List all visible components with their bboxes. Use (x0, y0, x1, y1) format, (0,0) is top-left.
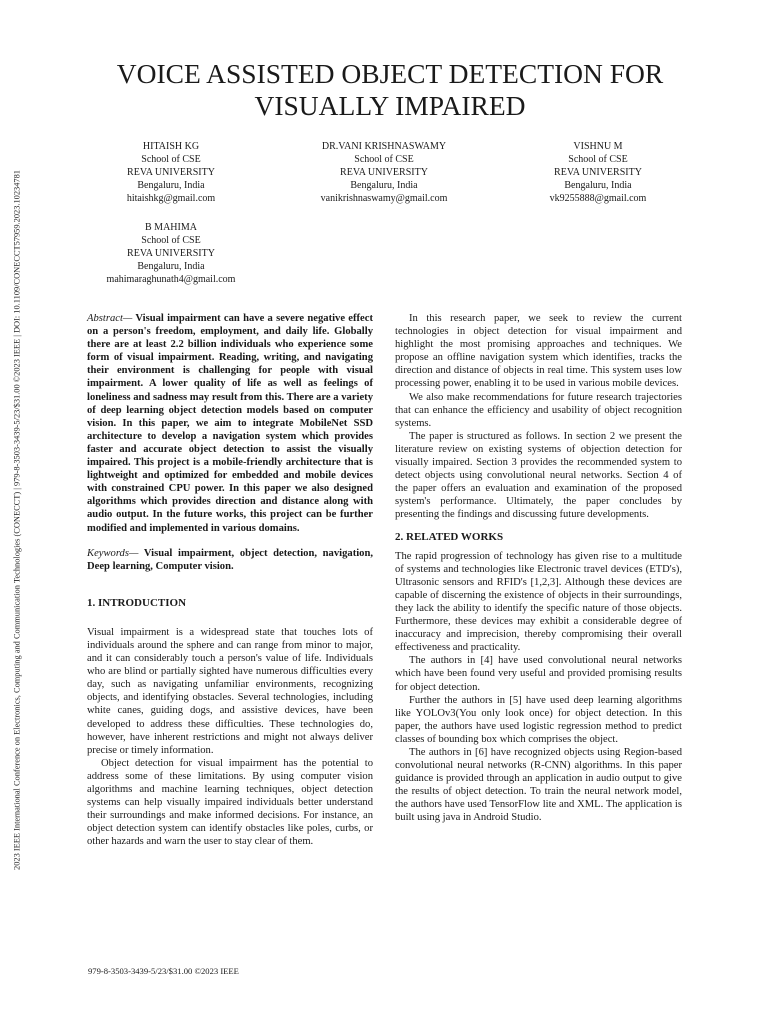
author-name: HITAISH KG (142, 141, 200, 152)
author-block-4 (71, 221, 271, 286)
keywords-text: Visual impairment, object detection, navigation, Deep learning, Computer vision. (87, 547, 373, 572)
author-dept: School of CSE (568, 154, 628, 165)
author-city: Bengaluru, India (564, 180, 632, 191)
abstract-label: Abstract— (87, 313, 133, 324)
title-line-2: VISUALLY IMPAIRED (254, 90, 526, 121)
related-works-heading: 2. RELATED WORKS (395, 530, 504, 543)
author-email: hitaishkg@gmail.com (126, 193, 216, 204)
author-city: Bengaluru, India (350, 180, 418, 191)
author-dept: School of CSE (354, 154, 414, 165)
right-column (395, 312, 682, 825)
keywords (87, 547, 373, 573)
author-dept: School of CSE (141, 154, 201, 165)
author-dept: School of CSE (141, 235, 201, 246)
related-paragraph-3: Further the authors in [5] have used deep learning algorithms like YOLOv3(You only look once) for object detection. In this paper, the authors have used logistic regression method to predict classes of bounding box which comprises the object. (395, 694, 682, 745)
author-name: VISHNU M (573, 141, 623, 152)
intro-paragraph-1: Visual impairment is a widespread state that touches lots of individuals around the sphere and can range from minor to major, and it can considerably touch a person's value of life. Individuals who are blind or partially sighted have numerous difficulties every day, such as navigating unfamiliar environments, recognizing objects, and identifying obstacles. Several technologies, including white canes, guiding dogs, and assistive devices, have been developed to address these difficulties. These technologies do, however, have inherent restrictions and might not always deliver precise or timely information. (87, 626, 373, 756)
title-line-1: VOICE ASSISTED OBJECT DETECTION FOR (116, 58, 664, 89)
author-university: REVA UNIVERSITY (340, 167, 428, 178)
introduction-heading: 1. INTRODUCTION (87, 596, 187, 609)
author-email: vk9255888@gmail.com (549, 193, 647, 204)
author-university: REVA UNIVERSITY (127, 167, 215, 178)
paper-title (60, 58, 720, 122)
author-email: vanikrishnaswamy@gmail.com (320, 193, 448, 204)
related-paragraph-4: The authors in [6] have recognized objects using Region-based convolutional neural networks (R-CNN) algorithms. In this paper guidance is provided through an application in audio output to give the results of object detection. To train the neural network model, the authors have used TensorFlow lite and XML. The application is built using java in Android Studio. (395, 747, 682, 824)
author-name: DR.VANI KRISHNASWAMY (321, 141, 447, 152)
abstract-text: Visual impairment can have a severe negative effect on a person's freedom, employment, and daily life. Globally there are at least 2.2 billion individuals who experience some form of visual impairment. Reading, writing, and navigating their environment is challenging for people with visual impairment. A lower quality of life as well as feelings of loneliness and sadness may result from this. There are a variety of deep learning object detection models based on computer vision. In this paper, we aim to integrate MobileNet SSD architecture to develop a navigation system which provides faster and accurate object detection to assist the visually impaired. This project is a mobile-friendly architecture that is lightweight and optimized for embedded and mobile devices with constrained CPU power. In this paper we also designed algorithms which provides direction and distance along with audio output. In the future works, this project can be further modified and implemented in various domains. (87, 313, 373, 534)
intro-paragraph-2: Object detection for visual impairment has the potential to address some of these limitations. By using computer vision algorithms and machine learning techniques, object detection systems can help visually impaired individuals better understand their surroundings and make informed decisions. For instance, an object detection system can identify obstacles like poles, curbs, or other hazards and warn the user to stay clear of them. (87, 757, 373, 848)
author-email: mahimaraghunath4@gmail.com (106, 274, 236, 285)
author-city: Bengaluru, India (137, 261, 205, 272)
right-paragraph-2: We also make recommendations for future research trajectories that can enhance the efficiency and usability of object recognition systems. (395, 391, 682, 429)
author-block-3 (498, 140, 698, 205)
conference-sidebar (9, 80, 25, 960)
author-university: REVA UNIVERSITY (127, 248, 215, 259)
left-column (87, 312, 373, 848)
author-block-2 (284, 140, 484, 205)
conference-citation: 2023 IEEE International Conference on Electronics, Computing and Communication Technologies (CONECCT) | 979-8-3503-3439-5/23/$31.00 ©2023 IEEE | DOI: 10.1109/CONECCT57959.2023.10234781 (12, 170, 22, 870)
author-name: B MAHIMA (145, 222, 197, 233)
author-university: REVA UNIVERSITY (554, 167, 642, 178)
right-paragraph-1: In this research paper, we seek to review the current technologies in object detection for visual impairment and highlight the most promising approaches and techniques. We propose an offline navigation system which identifies, tracks the direction and distance of objects in real time. This system uses low processing power, enabling it to be used in various mobile devices. (395, 313, 682, 390)
abstract (87, 312, 373, 535)
related-paragraph-2: The authors in [4] have used convolutional neural networks which have been found very useful and provided promising results for object detection. (395, 655, 682, 693)
author-block-1 (71, 140, 271, 205)
author-city: Bengaluru, India (137, 180, 205, 191)
keywords-label: Keywords— (87, 547, 139, 559)
right-paragraph-3: The paper is structured as follows. In section 2 we present the literature review on existing systems of objection detection for visually impaired. Section 3 provides the recommended system to detect objects using convolutional neural networks. Section 4 of the paper offers an evaluation and examination of the proposed system's performance. Ultimately, the paper concludes by presenting the findings and discussing future developments. (395, 430, 682, 521)
page-footer: 979-8-3503-3439-5/23/$31.00 ©2023 IEEE (88, 966, 239, 976)
related-paragraph-1: The rapid progression of technology has given rise to a multitude of systems and technologies like Electronic travel devices (ETD's), Ultrasonic sensors and RFID's [1,2,3]. Although these devices are capable of discerning the existence of objects in their surroundings, they lack the ability to identify the specific nature of those objects. Furthermore, these devices may exhibit a considerable degree of inaccuracy and imprecision, thereby compromising their overall effectiveness and practicality. (395, 550, 682, 654)
